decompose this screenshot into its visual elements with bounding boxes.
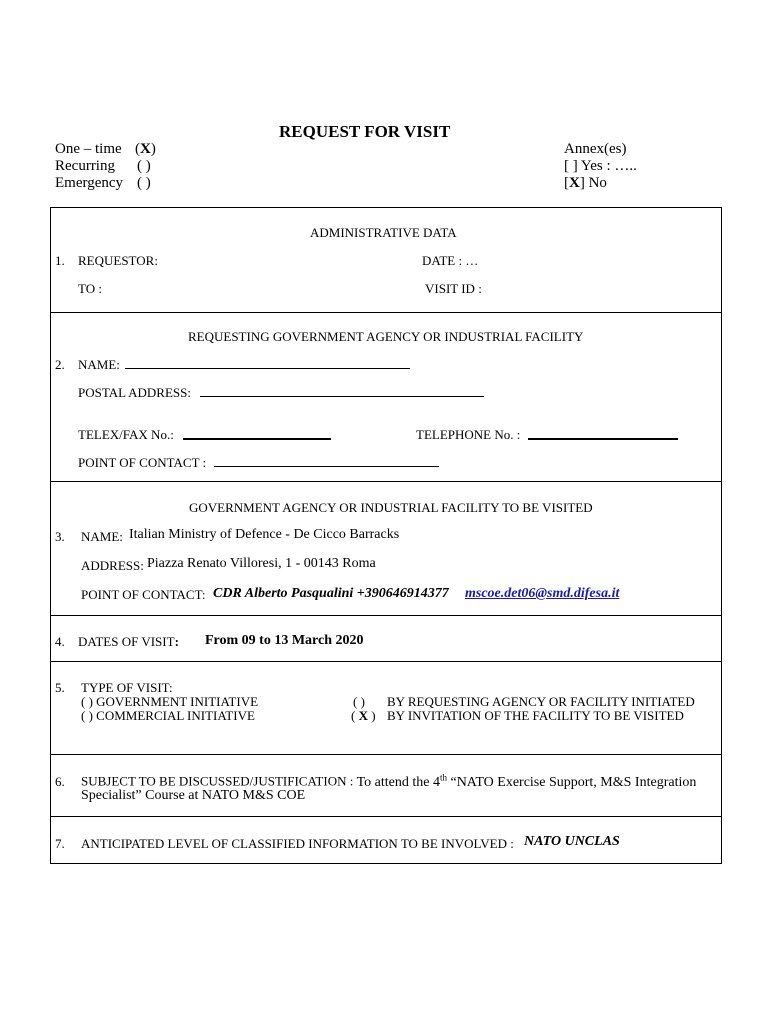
visited-poc-label: POINT OF CONTACT:: [81, 587, 206, 602]
telex-fax-label: TELEX/FAX No.:: [78, 427, 174, 442]
to-label: TO :: [78, 281, 102, 296]
visited-poc-email-link[interactable]: mscoe.det06@smd.difesa.it: [465, 586, 620, 601]
annex-yes: [ ] Yes : …..: [564, 158, 637, 174]
commercial-initiative-option: ( ) COMMERCIAL INITIATIVE: [81, 708, 255, 723]
by-invitation-mark: ( X ): [351, 708, 376, 723]
visited-address-label: ADDRESS:: [81, 558, 144, 573]
one-time-mark: (X): [135, 141, 156, 157]
recurring-label: Recurring: [55, 158, 115, 174]
telephone-field: [528, 438, 678, 440]
requesting-poc-field: [214, 466, 439, 467]
postal-address-label: POSTAL ADDRESS:: [78, 385, 191, 400]
annex-no: [X] No: [564, 175, 607, 191]
date-label: DATE : …: [422, 253, 479, 268]
admin-number: 1.: [55, 253, 65, 268]
subject-label: SUBJECT TO BE DISCUSSED/JUSTIFICATION :: [81, 773, 354, 789]
admin-header: ADMINISTRATIVE DATA: [310, 225, 457, 240]
by-invitation-option: BY INVITATION OF THE FACILITY TO BE VISITED: [387, 708, 684, 723]
visited-header: GOVERNMENT AGENCY OR INDUSTRIAL FACILITY TO BE VISITED: [189, 500, 593, 515]
emergency-mark: ( ): [137, 175, 151, 191]
visited-number: 3.: [55, 529, 65, 544]
requesting-number: 2.: [55, 357, 65, 372]
telex-fax-field: [183, 438, 331, 440]
postal-address-field: [200, 396, 484, 397]
visited-name-value: Italian Ministry of Defence - De Cicco Barracks: [129, 527, 400, 542]
type-number: 5.: [55, 680, 65, 695]
annex-label: Annex(es): [564, 141, 627, 157]
telephone-label: TELEPHONE No. :: [416, 427, 521, 442]
one-time-label: One – time: [55, 141, 122, 157]
visit-id-label: VISIT ID :: [425, 281, 482, 296]
page-title: REQUEST FOR VISIT: [279, 122, 451, 141]
visited-poc-value: CDR Alberto Pasqualini +390646914377: [213, 586, 449, 601]
dates-label: DATES OF VISIT:: [78, 634, 179, 649]
requesting-name-field: [125, 368, 410, 369]
classified-label: ANTICIPATED LEVEL OF CLASSIFIED INFORMATION TO BE INVOLVED :: [81, 836, 514, 851]
recurring-mark: ( ): [137, 158, 151, 174]
type-label: TYPE OF VISIT:: [81, 680, 173, 695]
requestor-label: REQUESTOR:: [78, 253, 158, 268]
classified-number: 7.: [55, 836, 65, 851]
dates-number: 4.: [55, 634, 65, 649]
by-requesting-mark: ( ): [353, 694, 365, 709]
classified-value: NATO UNCLAS: [524, 834, 620, 849]
subject-value-line2: Specialist” Course at NATO M&S COE: [81, 788, 306, 803]
subject-value: To attend the 4th “NATO Exercise Support, M&S Integration: [356, 772, 697, 790]
government-initiative-option: ( ) GOVERNMENT INITIATIVE: [81, 694, 259, 709]
requesting-name-label: NAME:: [78, 357, 120, 372]
dates-value: From 09 to 13 March 2020: [205, 633, 364, 648]
emergency-label: Emergency: [55, 175, 124, 191]
subject-number: 6.: [55, 774, 65, 789]
visited-address-value: Piazza Renato Villoresi, 1 - 00143 Roma: [147, 556, 376, 571]
visited-name-label: NAME:: [81, 529, 123, 544]
by-requesting-option: BY REQUESTING AGENCY OR FACILITY INITIATED: [387, 694, 695, 709]
requesting-poc-label: POINT OF CONTACT :: [78, 455, 207, 470]
requesting-header: REQUESTING GOVERNMENT AGENCY OR INDUSTRIAL FACILITY: [188, 329, 584, 344]
